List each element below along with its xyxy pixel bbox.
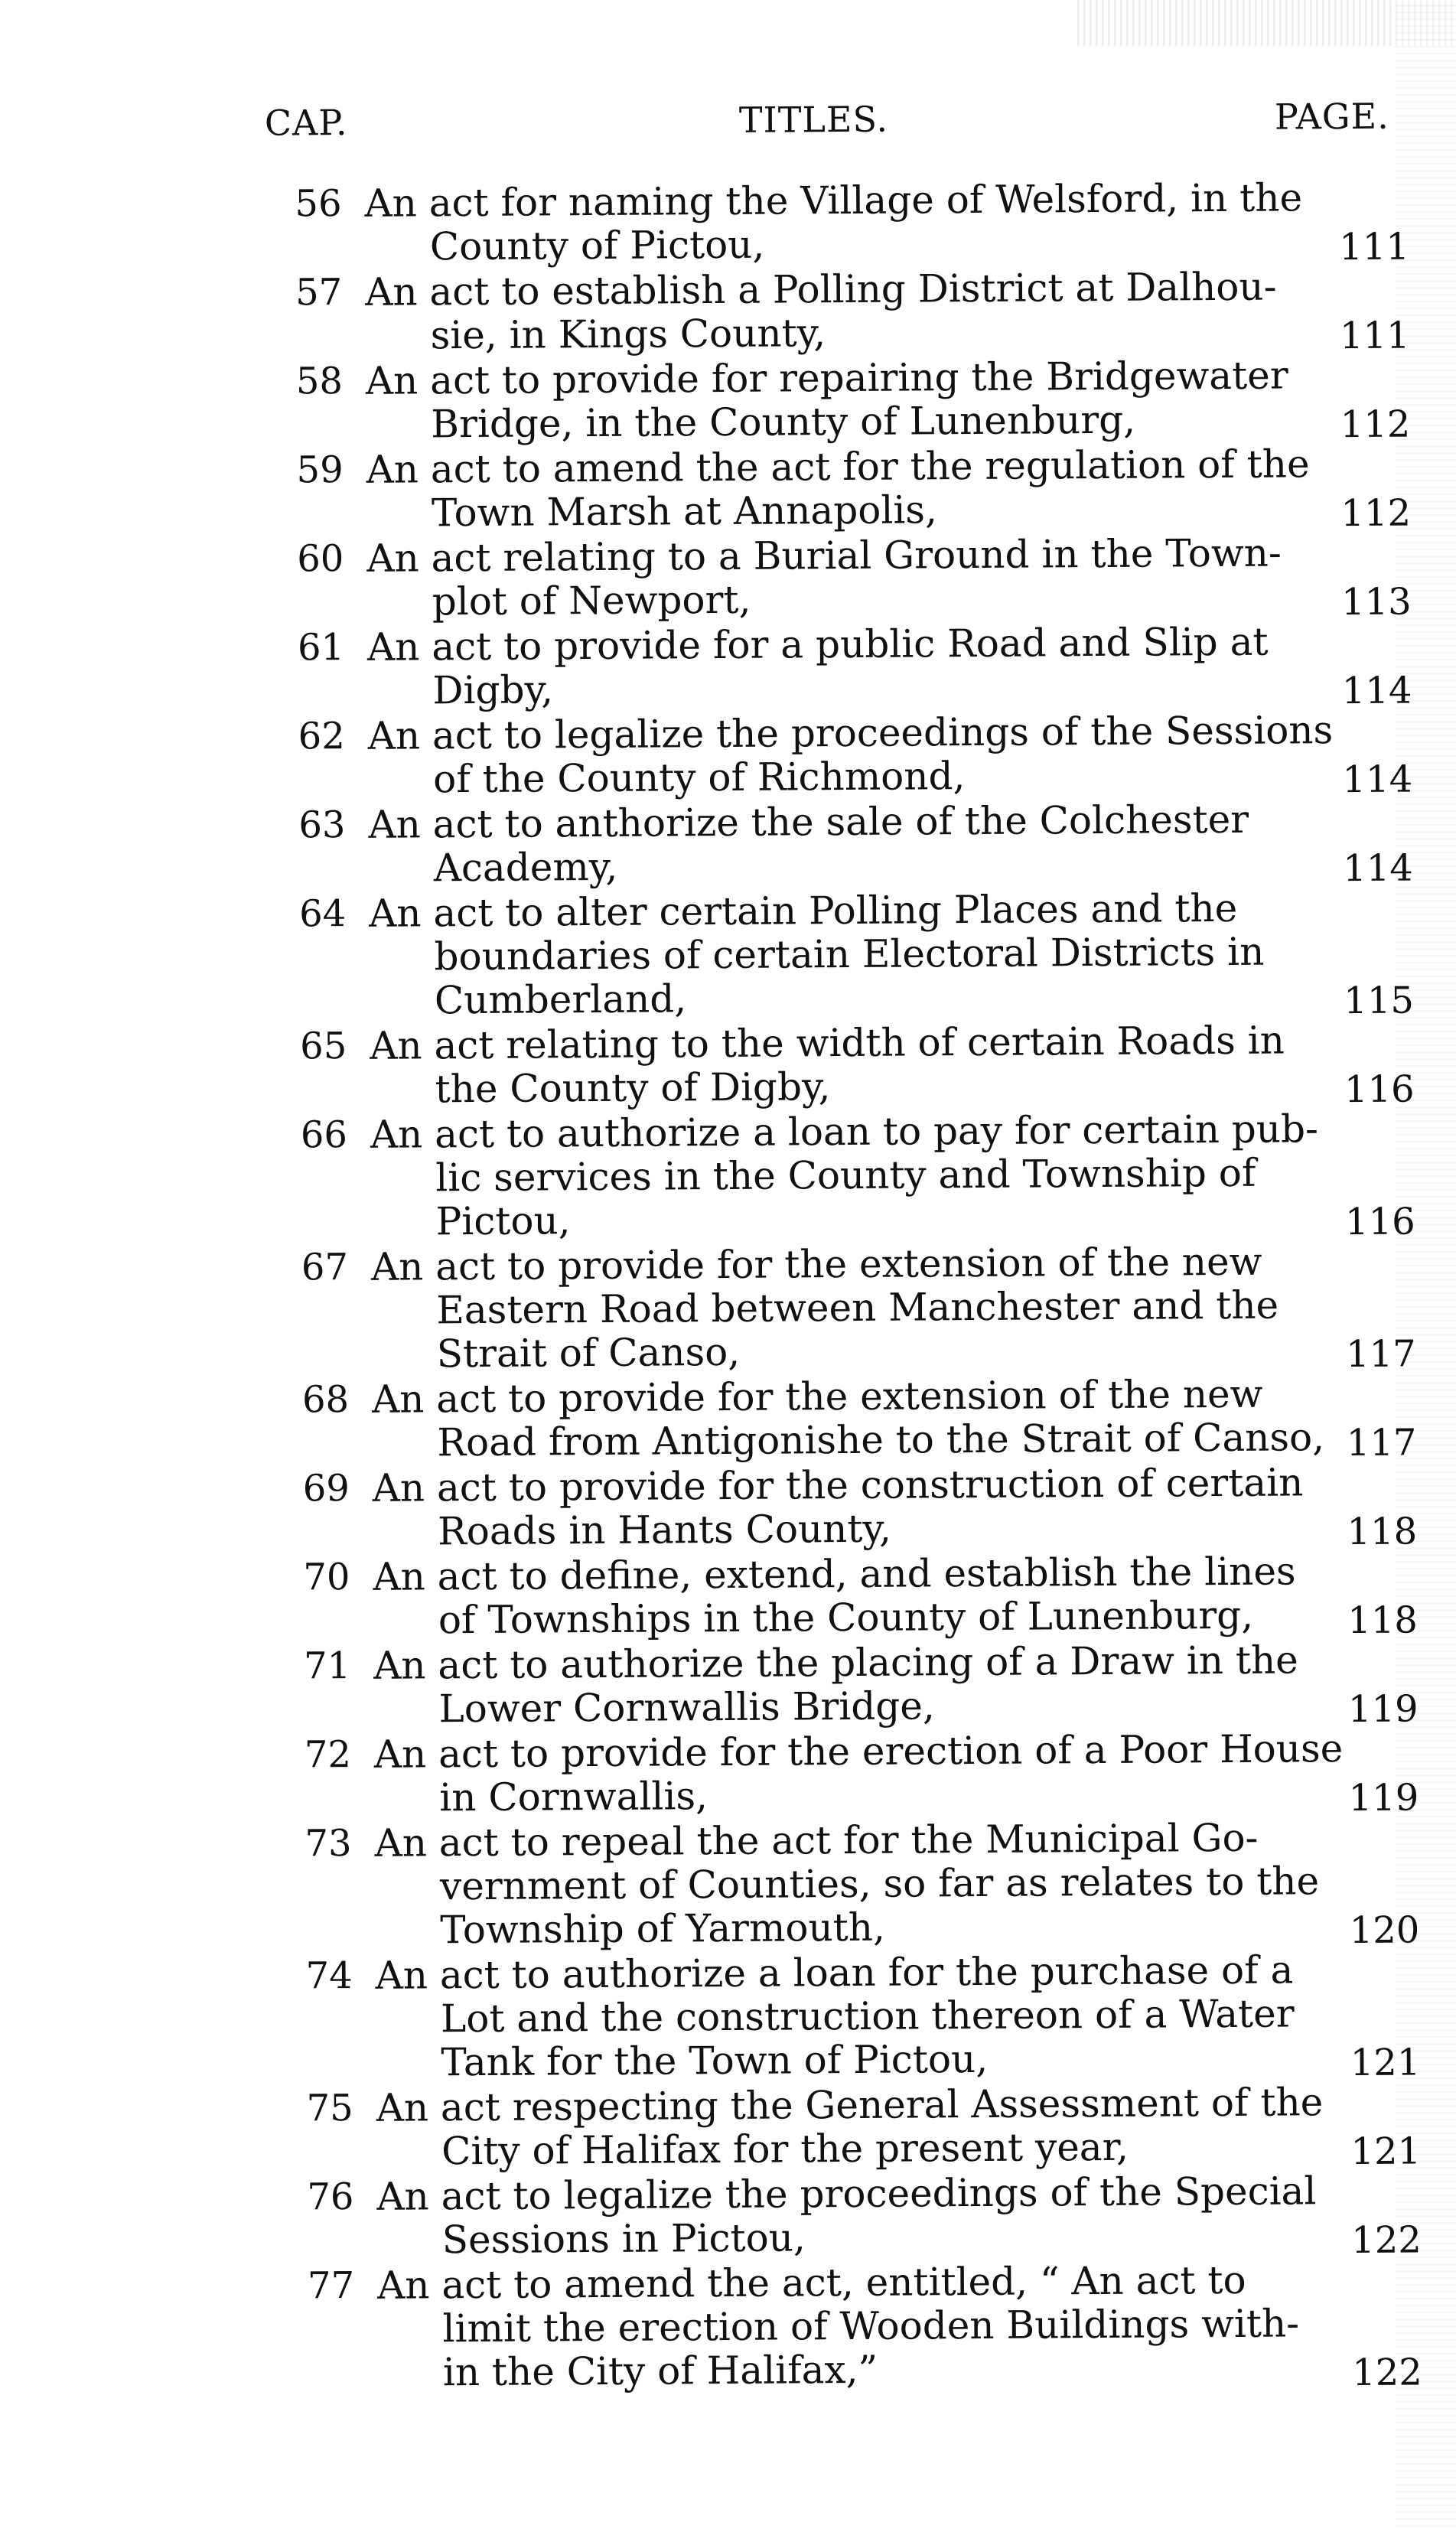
title-line: An act to amend the act for the regulation of the (366, 442, 1310, 492)
table-row (3, 1815, 1456, 1957)
title-line: Academy, (433, 844, 618, 891)
title-line: An act relating to the width of certain Roads in (370, 1018, 1285, 1068)
title-line: of Townships in the County of Lunenburg, (438, 1592, 1254, 1643)
entry-title (369, 887, 1288, 1023)
title-line: An act respecting the General Assessment of the (376, 2080, 1324, 2130)
entry-title (365, 353, 1288, 447)
title-line: An act to define, extend, and establish the lines (373, 1549, 1296, 1599)
page-number: 112 (1340, 402, 1411, 447)
entry-title (370, 1019, 1288, 1112)
entry-title (373, 1726, 1344, 1820)
title-line: Tank for the Town of Pictou, (441, 2036, 989, 2085)
entry-title (374, 1815, 1320, 1953)
title-line: An act to legalize the proceedings of the Special (376, 2169, 1317, 2219)
entry-title (370, 1106, 1319, 1244)
title-line: An act to provide for the erection of a Poor House (373, 1726, 1344, 1777)
table-row (5, 1947, 1456, 2089)
title-line: An act to provide for the construction of certain (372, 1460, 1304, 1510)
title-line: An act to provide for a public Road and Slip at (366, 619, 1269, 670)
entry-title (371, 1240, 1290, 1377)
table-row (0, 1106, 1456, 1248)
entries-list (0, 175, 1456, 2399)
cap-number: 57 (295, 271, 343, 314)
page-number: 120 (1349, 1908, 1420, 1953)
table-row (2, 1637, 1456, 1735)
page-number: 118 (1347, 1598, 1419, 1643)
title-line: City of Halifax for the present year, (441, 2124, 1129, 2174)
page-number: 116 (1344, 1067, 1415, 1112)
title-line: An act to authorize a loan to pay for certain pub- (370, 1106, 1319, 1157)
title-line: in the City of Halifax,” (442, 2347, 878, 2395)
title-line: vernment of Counties, so far as relates to the (439, 1859, 1320, 1909)
cap-number: 66 (300, 1113, 348, 1157)
cap-number: 60 (297, 537, 344, 581)
table-row (0, 353, 1451, 451)
entry-title (366, 532, 1285, 624)
cap-number: 63 (298, 803, 346, 847)
table-row (0, 885, 1454, 1027)
header-titles: TITLES. (738, 98, 889, 141)
entry-title (368, 798, 1287, 891)
cap-number: 58 (295, 360, 344, 403)
title-line: County of Pictou, (429, 222, 765, 269)
page-number: 111 (1339, 225, 1410, 269)
cap-number: 77 (307, 2263, 355, 2308)
entry-title (372, 1460, 1304, 1554)
table-row (0, 442, 1451, 539)
entry-title (376, 2257, 1300, 2395)
cap-number: 75 (306, 2087, 353, 2130)
title-line: An act to authorize the placing of a Draw in the (373, 1637, 1298, 1688)
title-line: Lot and the construction thereon of a Water (440, 1991, 1295, 2042)
cap-number: 56 (295, 182, 342, 226)
entry-title (376, 2169, 1317, 2263)
entry-title (373, 1549, 1296, 1643)
title-line: An act to provide for the extension of the new (370, 1239, 1262, 1289)
entry-title (376, 2080, 1324, 2174)
page-number: 119 (1347, 1687, 1419, 1732)
table-row (0, 708, 1453, 806)
cap-number: 61 (297, 626, 345, 670)
page-number: 116 (1344, 1200, 1415, 1244)
title-line: Strait of Canso, (436, 1329, 741, 1377)
title-line: An act for naming the Village of Welsford, in the (364, 175, 1303, 226)
title-line: the County of Digby, (435, 1064, 831, 1112)
title-line: Roads in Hants County, (437, 1506, 892, 1554)
title-line: in Cornwallis, (439, 1774, 708, 1820)
cap-number: 62 (298, 715, 345, 758)
entry-title (366, 442, 1310, 536)
cap-number: 64 (298, 892, 347, 936)
table-row (3, 1726, 1456, 1824)
title-line: An act to alter certain Polling Places and the (369, 885, 1238, 936)
page-number: 118 (1347, 1510, 1418, 1554)
title-line: An act to legalize the proceedings of the Sessions (367, 708, 1334, 758)
title-line: Pictou, (435, 1198, 571, 1244)
title-line: of the County of Richmond, (432, 754, 966, 802)
entry-title (376, 1948, 1295, 2084)
title-line: An act relating to a Burial Ground in the Town- (366, 530, 1282, 581)
table-row (0, 797, 1454, 895)
title-line: Town Marsh at Annapolis, (431, 487, 938, 536)
title-line: An act to establish a Polling District at Dalhou- (365, 264, 1277, 314)
entry-title (365, 266, 1284, 358)
cap-number: 72 (304, 1733, 352, 1777)
table-row (0, 264, 1451, 362)
title-line: Sessions in Pictou, (441, 2215, 806, 2263)
cap-number: 65 (300, 1025, 347, 1068)
table-row (0, 530, 1452, 628)
page-number: 122 (1352, 2351, 1423, 2395)
title-line: Bridge, in the County of Lunenburg, (431, 397, 1136, 447)
cap-number: 69 (302, 1467, 350, 1510)
column-header (0, 95, 1449, 158)
title-line: Township of Yarmouth, (440, 1905, 886, 1953)
title-line: An act to provide for repairing the Bridgewater (365, 353, 1288, 403)
page-number: 121 (1350, 2041, 1421, 2085)
title-line: sie, in Kings County, (430, 311, 826, 358)
cap-number: 71 (303, 1644, 351, 1688)
title-line: lic services in the County and Township of (435, 1150, 1256, 1201)
header-page: PAGE. (1274, 95, 1389, 138)
table-row (2, 1460, 1456, 1558)
title-line: An act to repeal the act for the Municipal Go- (374, 1815, 1259, 1866)
cap-number: 67 (301, 1246, 349, 1289)
title-line: An act to anthorize the sale of the Colchester (368, 797, 1249, 847)
entry-title (371, 1371, 1325, 1465)
page-number: 115 (1344, 979, 1415, 1023)
table-row (5, 2169, 1456, 2266)
title-line: Digby, (432, 667, 554, 713)
cap-number: 73 (305, 1822, 352, 1866)
title-line: Road from Antigonishe to the Strait of Canso, (437, 1415, 1325, 1465)
page-number: 117 (1346, 1421, 1417, 1465)
title-line: plot of Newport, (432, 577, 751, 624)
page-number: 117 (1345, 1332, 1416, 1377)
title-line: An act to provide for the extension of the new (371, 1371, 1263, 1422)
cap-number: 59 (296, 448, 344, 492)
entry-title (367, 621, 1286, 713)
cap-number: 74 (305, 1954, 353, 1998)
page-number: 122 (1351, 2218, 1422, 2263)
cap-number: 70 (303, 1556, 350, 1599)
title-line: An act to authorize a loan for the purchase of a (375, 1947, 1294, 1998)
page-number: 121 (1350, 2130, 1422, 2174)
title-line: boundaries of certain Electoral Districts in (434, 929, 1265, 979)
entry-title (367, 708, 1334, 802)
table-row (2, 1549, 1456, 1647)
table-row (0, 1239, 1456, 1380)
page-number: 111 (1339, 314, 1410, 358)
page-number: 113 (1340, 580, 1412, 624)
table-row (1, 1371, 1456, 1469)
table-row (6, 2257, 1456, 2399)
page-number: 119 (1348, 1776, 1419, 1820)
page-number: 112 (1340, 491, 1412, 536)
table-row (0, 619, 1453, 717)
entry-title (364, 175, 1303, 269)
title-line: Eastern Road between Manchester and the (436, 1282, 1279, 1333)
page-number: 114 (1342, 758, 1413, 802)
header-cap: CAP. (264, 101, 348, 144)
title-line: Cumberland, (434, 976, 687, 1023)
title-line: limit the erection of Wooden Buildings with- (442, 2301, 1300, 2351)
title-line: Lower Cornwallis Bridge, (438, 1683, 935, 1732)
page-number: 114 (1343, 846, 1414, 891)
page-number: 114 (1341, 669, 1412, 713)
table-row (5, 2080, 1456, 2178)
table-row (0, 1018, 1455, 1116)
entry-title (373, 1637, 1298, 1732)
cap-number: 68 (301, 1378, 350, 1422)
title-line: An act to amend the act, entitled, “ An act to (376, 2257, 1246, 2308)
cap-number: 76 (307, 2175, 354, 2219)
table-row (0, 175, 1450, 273)
